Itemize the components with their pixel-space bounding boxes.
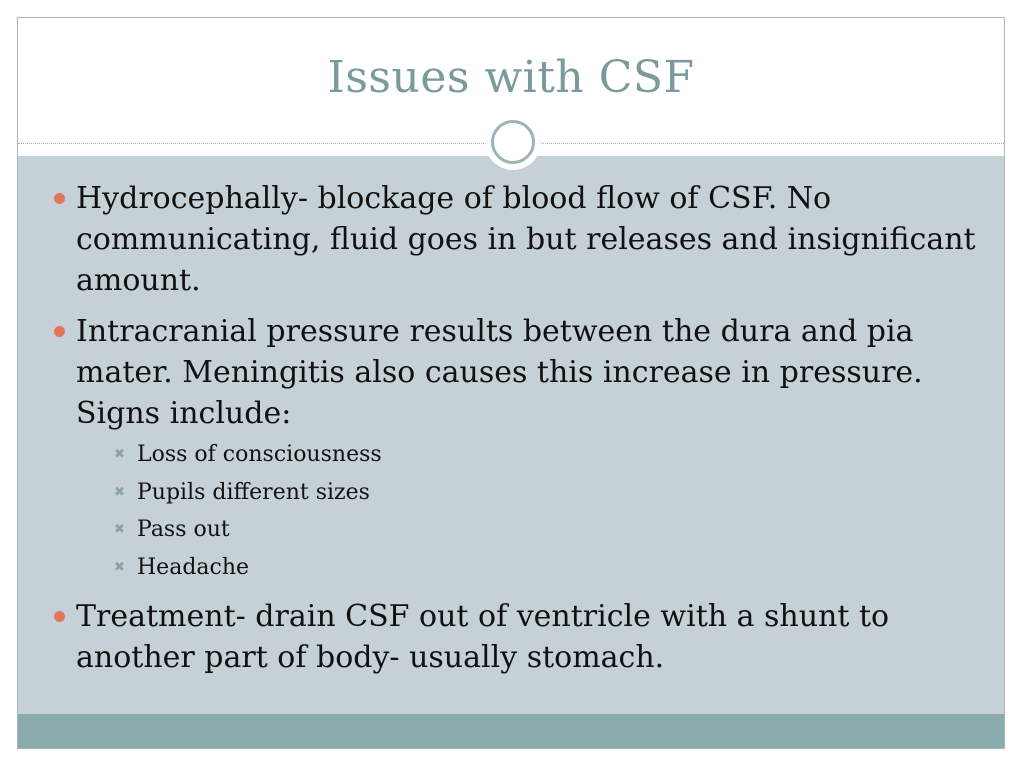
- sub-bullet-text: Pass out: [137, 517, 230, 542]
- x-mark-icon: ✖: [114, 447, 125, 462]
- sub-bullet-item: [114, 436, 984, 474]
- slide-body: [54, 178, 984, 688]
- bullet-item: [54, 311, 984, 586]
- sub-bullet-list: [76, 436, 984, 586]
- ring-ornament-icon: [485, 114, 541, 170]
- bullet-text: Treatment- drain CSF out of ventricle with a shunt to another part of body- usually stomach.: [76, 599, 890, 675]
- bullet-dot-icon: [54, 193, 65, 204]
- bullet-dot-icon: [54, 611, 65, 622]
- bullet-item: [54, 596, 984, 678]
- x-mark-icon: ✖: [114, 484, 125, 500]
- x-mark-icon: ✖: [114, 522, 125, 537]
- bullet-text: Hydrocephally- blockage of blood flow of CSF. No communicating, fluid goes in but releases and insignificant amount.: [76, 181, 976, 298]
- bullet-list: [54, 178, 984, 678]
- ring-inner: [491, 120, 535, 164]
- sub-bullet-item: [114, 511, 984, 549]
- sub-bullet-item: [114, 549, 984, 587]
- slide-title: Issues with CSF: [327, 52, 695, 103]
- bullet-item: [54, 178, 984, 301]
- bullet-text: Intracranial pressure results between the dura and pia mater. Meningitis also causes this increase in pressure. Signs include:: [76, 314, 923, 431]
- sub-bullet-text: Loss of consciousness: [137, 442, 382, 467]
- sub-bullet-text: Pupils different sizes: [137, 479, 370, 505]
- sub-bullet-text: Headache: [137, 554, 250, 580]
- x-mark-icon: ✖: [114, 559, 125, 575]
- slide: [17, 17, 1005, 749]
- sub-bullet-item: [114, 474, 984, 512]
- footer-bar: [18, 714, 1004, 748]
- bullet-dot-icon: [54, 326, 65, 337]
